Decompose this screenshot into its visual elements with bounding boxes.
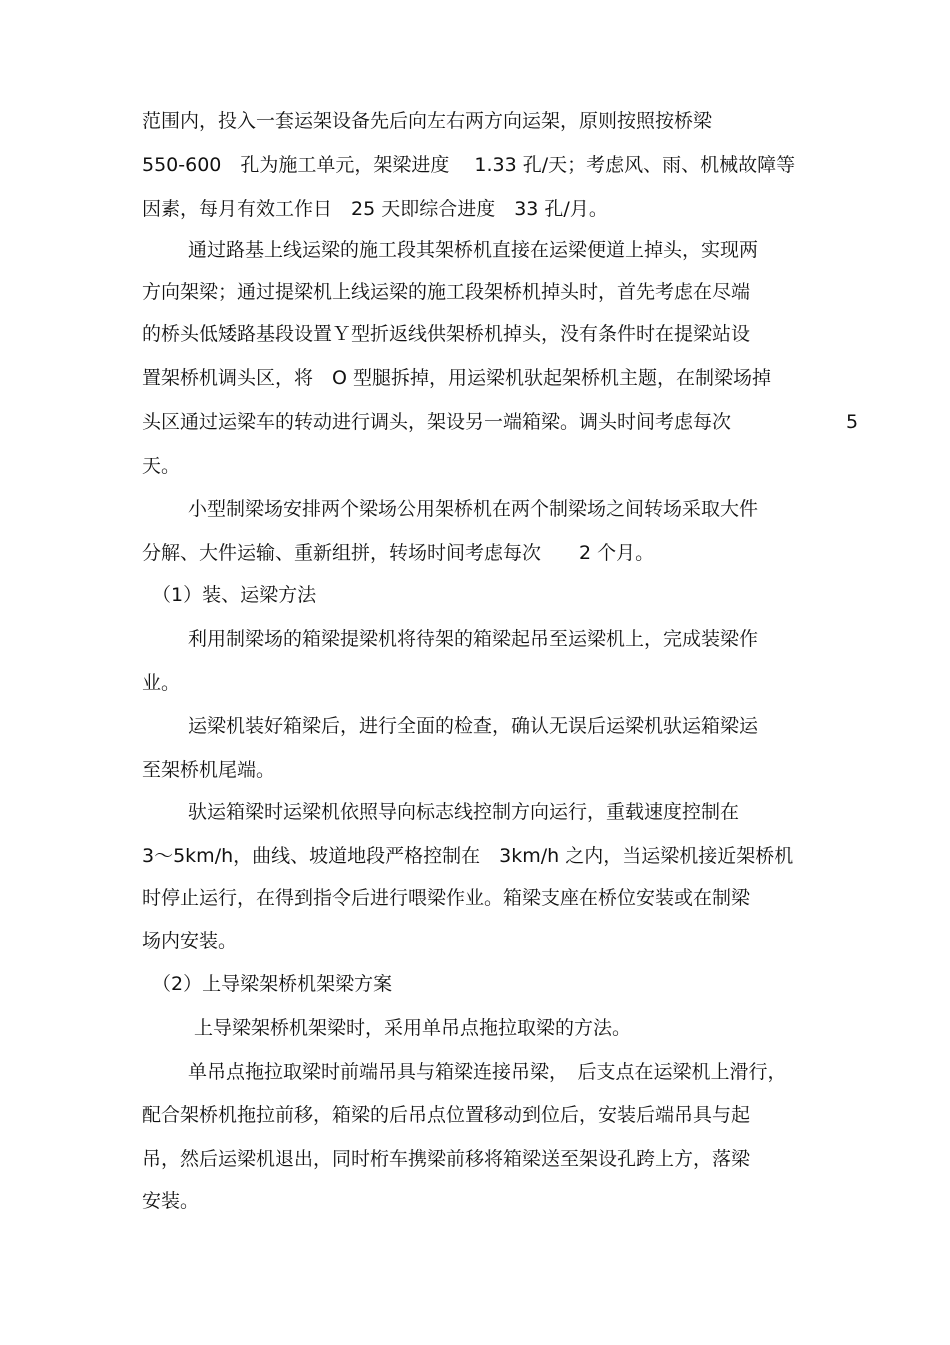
text-line: 配合架桥机拖拉前移，箱梁的后吊点位置移动到位后，安装后端吊具与起 bbox=[142, 1104, 751, 1126]
text-line: 时停止运行，在得到指令后进行喂梁作业。箱梁支座在桥位安装或在制梁 bbox=[142, 887, 751, 909]
text-line: 业。 bbox=[142, 672, 181, 694]
text-line: 至架桥机尾端。 bbox=[142, 759, 276, 781]
text-line: 方向架梁；通过提梁机上线运梁的施工段架桥机掉头时，首先考虑在尽端 bbox=[142, 281, 751, 303]
text-line: 小型制梁场安排两个梁场公用架桥机在两个制梁场之间转场采取大件 bbox=[188, 498, 759, 520]
text-line: 的桥头低矮路基段设置Ｙ型折返线供架桥机掉头，没有条件时在提梁站设 bbox=[142, 323, 751, 345]
text-line: 分解、大件运输、重新组拼，转场时间考虑每次 2 个月。 bbox=[142, 542, 655, 564]
text-line: 550-600 孔为施工单元，架梁进度 1.33 孔/天；考虑风、雨、机械故障等 bbox=[142, 154, 796, 176]
text-line: 利用制梁场的箱梁提梁机将待架的箱梁起吊至运梁机上，完成装梁作 bbox=[188, 628, 759, 650]
text-line: 吊，然后运梁机退出，同时桁车携梁前移将箱梁送至架设孔跨上方，落梁 bbox=[142, 1148, 751, 1170]
text-line: 范围内，投入一套运架设备先后向左右两方向运架，原则按照按桥梁 bbox=[142, 110, 713, 132]
text-line: 5 bbox=[846, 411, 859, 433]
text-line: 3～5km/h，曲线、坡道地段严格控制在 3km/h 之内，当运梁机接近架桥机 bbox=[142, 845, 794, 867]
text-line: 头区通过运梁车的转动进行调头，架设另一端箱梁。调头时间考虑每次 bbox=[142, 411, 732, 433]
text-line: 单吊点拖拉取梁时前端吊具与箱梁连接吊梁， 后支点在运梁机上滑行， bbox=[188, 1061, 787, 1083]
text-line: 驮运箱梁时运梁机依照导向标志线控制方向运行，重载速度控制在 bbox=[188, 801, 740, 823]
text-line: 上导梁架桥机架梁时，采用单吊点拖拉取梁的方法。 bbox=[194, 1017, 632, 1039]
text-line: 场内安装。 bbox=[142, 930, 238, 952]
text-line: 运梁机装好箱梁后，进行全面的检查，确认无误后运梁机驮运箱梁运 bbox=[188, 715, 759, 737]
text-line: 置架桥机调头区，将 O 型腿拆掉，用运梁机驮起架桥机主题，在制梁场掉 bbox=[142, 367, 771, 389]
text-line: 安装。 bbox=[142, 1190, 200, 1212]
section-heading: （2）上导梁架桥机架梁方案 bbox=[152, 973, 393, 995]
text-line: 通过路基上线运梁的施工段其架桥机直接在运梁便道上掉头，实现两 bbox=[188, 239, 759, 261]
section-heading: （1）装、运梁方法 bbox=[152, 584, 317, 606]
text-line: 天。 bbox=[142, 455, 181, 477]
text-line: 因素，每月有效工作日 25 天即综合进度 33 孔/月。 bbox=[142, 198, 608, 220]
